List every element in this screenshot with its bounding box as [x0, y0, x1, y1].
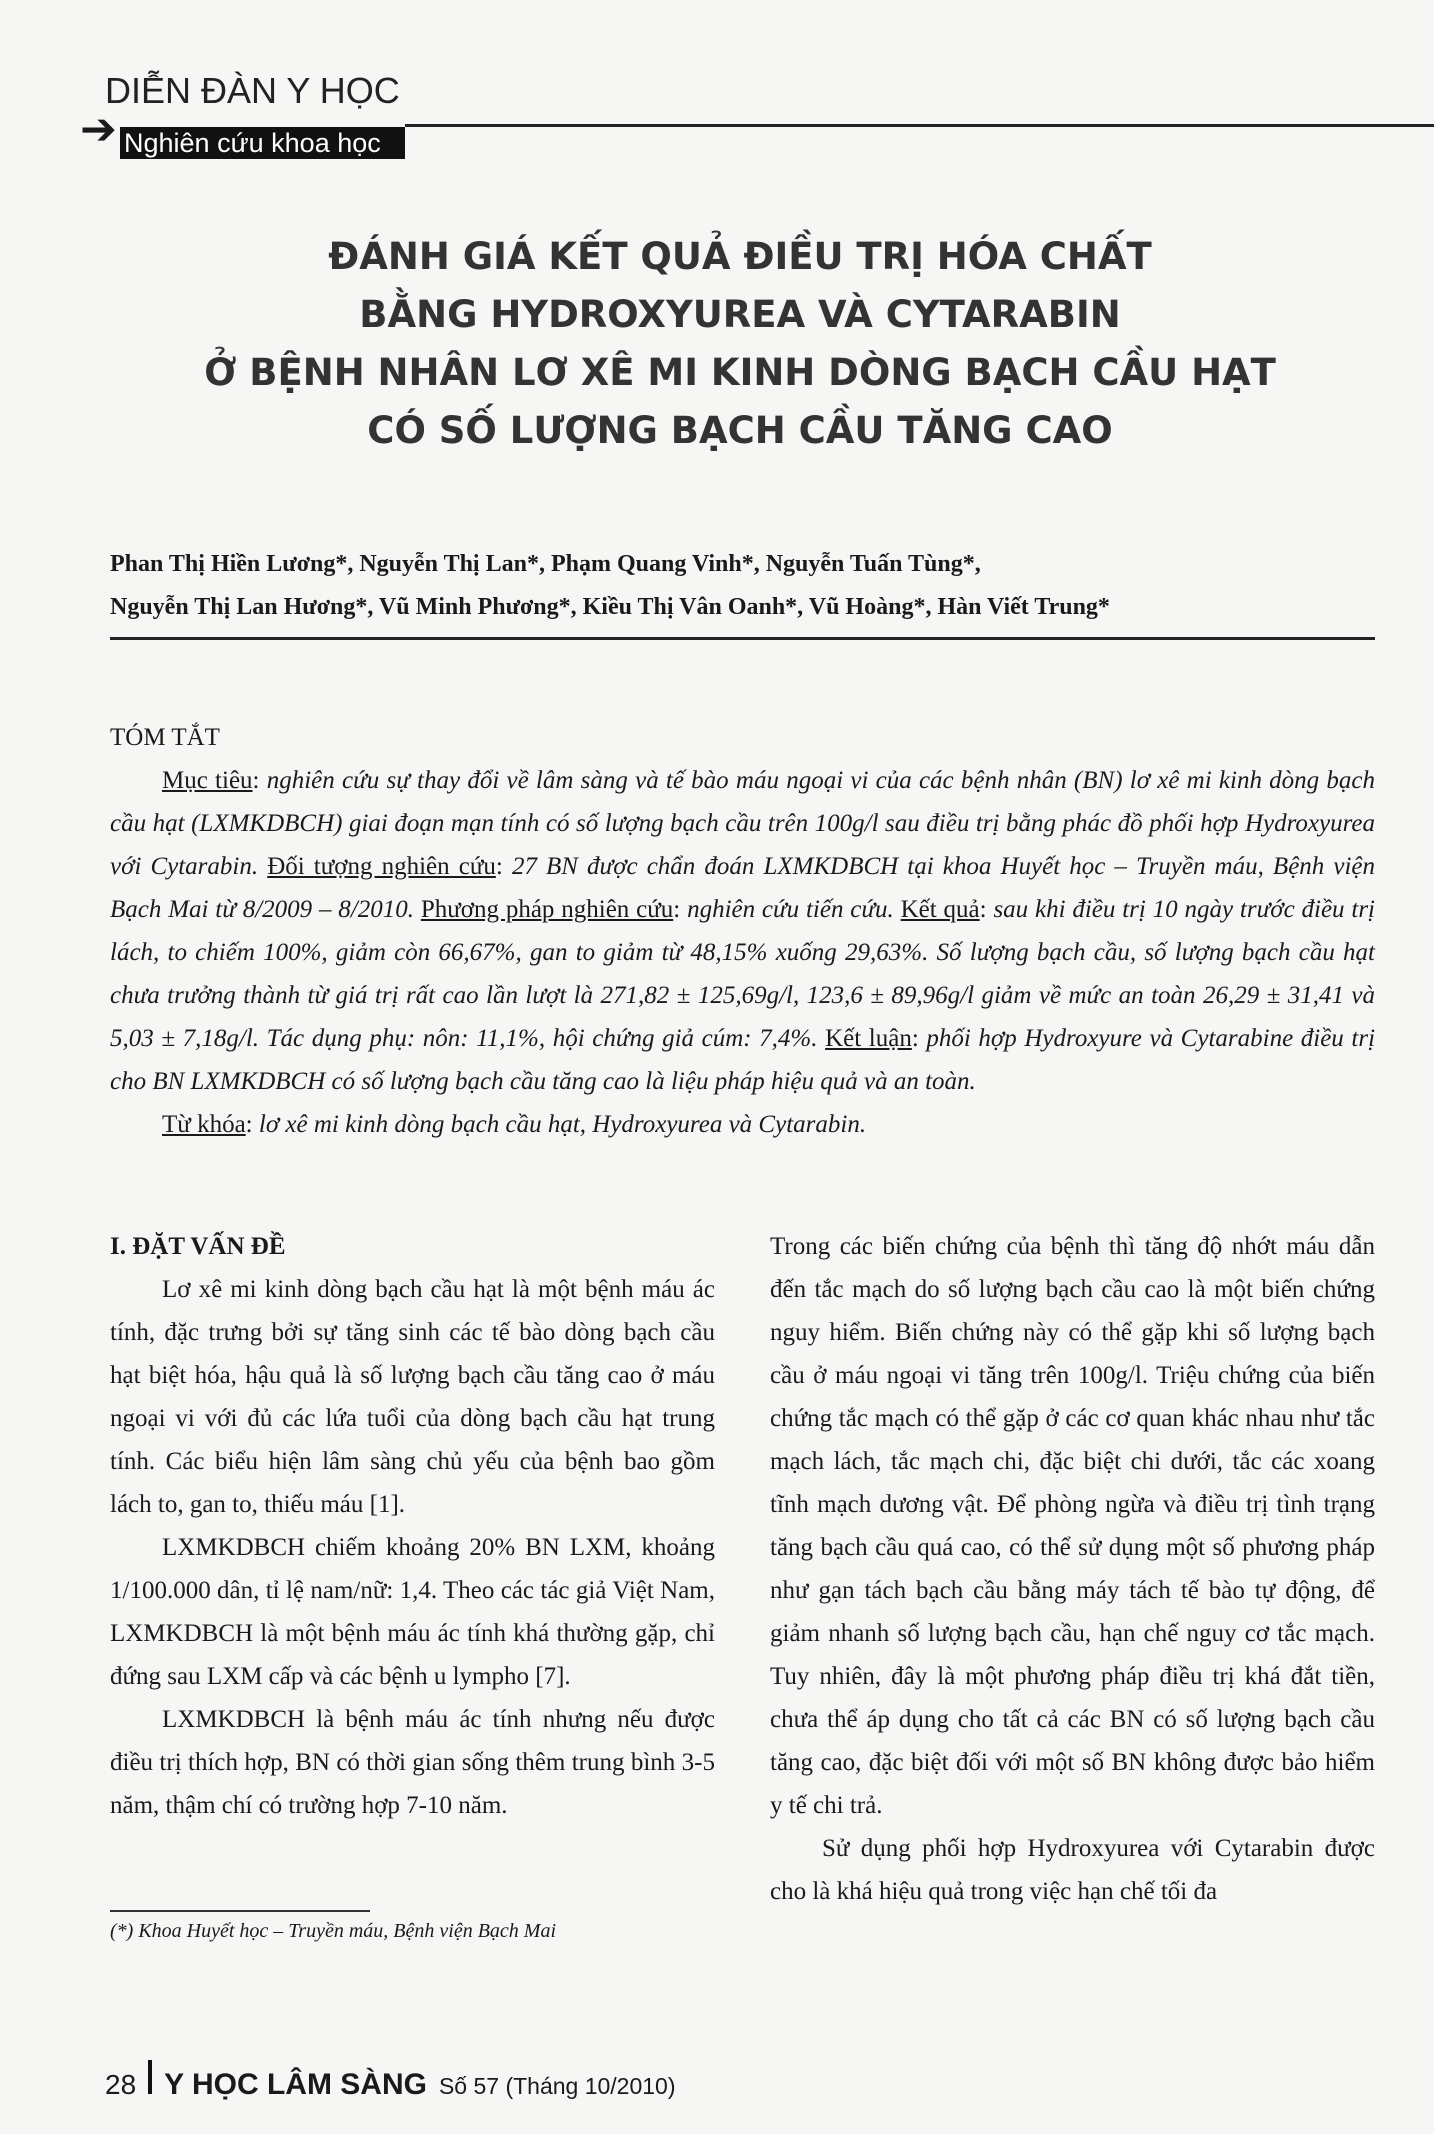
label-conclusion: Kết luận [825, 1025, 912, 1052]
text-objective: nghiên cứu sự thay đổi về lâm sàng và tế bào máu ngoại vi của các bệnh nhân (BN) lơ xê mi kinh dòng bạch cầu hạt (LXMKDBCH) giai đoạn mạn tính có số lượng bạch cầu trên 100g/l sau điều trị bằng phác đồ phối hợp Hydroxyurea với Cytarabin. [110, 767, 1375, 880]
abstract-heading: TÓM TẮT [110, 724, 220, 751]
paragraph: LXMKDBCH chiếm khoảng 20% BN LXM, khoảng 1/100.000 dân, tỉ lệ nam/nữ: 1,4. Theo các tác giả Việt Nam, LXMKDBCH là một bệnh máu ác tính khá thường gặp, chỉ đứng sau LXM cấp và các bệnh u lympho [7]. [110, 1534, 715, 1690]
page-footer [105, 2060, 676, 2102]
paragraph: Trong các biến chứng của bệnh thì tăng độ nhớt máu dẫn đến tắc mạch do số lượng bạch cầu cao là một biến chứng nguy hiểm. Biến chứng này có thể gặp khi số lượng bạch cầu ở máu ngoại vi tăng trên 100g/l. Triệu chứng của biến chứng tắc mạch có thể gặp ở các cơ quan khác nhau như tắc mạch lách, tắc mạch chi, đặc biệt chi dưới, tắc các xoang tĩnh mạch dương vật. Để phòng ngừa và điều trị tình trạng tăng bạch cầu quá cao, có thể sử dụng một số phương pháp như gạn tách bạch cầu bằng máy tách tế bào tự động, để giảm nhanh số lượng bạch cầu, hạn chế nguy cơ tắc mạch. Tuy nhiên, đây là một phương pháp điều trị khá đắt tiền, chưa thể áp dụng cho tất cả các BN có số lượng bạch cầu tăng cao, đặc biệt đối với một số BN không được bảo hiểm y tế chi trả. [770, 1233, 1375, 1819]
label-subjects: Đối tượng nghiên cứu [267, 853, 496, 880]
paragraph: Sử dụng phối hợp Hydroxyurea với Cytarabin được cho là khá hiệu quả trong việc hạn chế tối đa [770, 1835, 1375, 1905]
title-line: BẰNG HYDROXYUREA VÀ CYTARABIN [359, 293, 1121, 336]
abstract-body: Mục tiêu: nghiên cứu sự thay đổi về lâm sàng và tế bào máu ngoại vi của các bệnh nhân (BN) lơ xê mi kinh dòng bạch cầu hạt (LXMKDBCH) giai đoạn mạn tính có số lượng bạch cầu trên 100g/l sau điều trị bằng phác đồ phối hợp Hydroxyurea với Cytarabin. Đối tượng nghiên cứu: 27 BN được chẩn đoán LXMKDBCH tại khoa Huyết học – Truyền máu, Bệnh viện Bạch Mai từ 8/2009 – 8/2010. Phương pháp nghiên cứu: nghiên cứu tiến cứu. Kết quả: sau khi điều trị 10 ngày trước điều trị lách, to chiếm 100%, giảm còn 66,67%, gan to giảm từ 48,15% xuống 29,63%. Số lượng bạch cầu, số lượng bạch cầu hạt chưa trưởng thành từ giá trị rất cao lần lượt là 271,82 ± 125,69g/l, 123,6 ± 89,96g/l giảm về mức an toàn 26,29 ± 31,41 và 5,03 ± 7,18g/l. Tác dụng phụ: nôn: 11,1%, hội chứng giả cúm: 7,4%. Kết luận: phối hợp Hydroxyure và Cytarabine điều trị cho BN LXMKDBCH có số lượng bạch cầu tăng cao là liệu pháp hiệu quả và an toàn. [110, 767, 1376, 1095]
paragraph: LXMKDBCH là bệnh máu ác tính nhưng nếu được điều trị thích hợp, BN có thời gian sống thêm trung bình 3-5 năm, thậm chí có trường hợp 7-10 năm. [110, 1706, 715, 1819]
page-number: 28 [105, 2069, 137, 2100]
footnote: (*) Khoa Huyết học – Truyền máu, Bệnh viện Bạch Mai [110, 1920, 557, 1942]
section-header: DIỄN ĐÀN Y HỌC [105, 70, 400, 111]
keywords: Từ khóa: lơ xê mi kinh dòng bạch cầu hạt, Hydroxyurea và Cytarabin. [162, 1111, 867, 1138]
title-line: CÓ SỐ LƯỢNG BẠCH CẦU TĂNG CAO [367, 409, 1113, 452]
text-subjects: 27 BN được chẩn đoán LXMKDBCH tại khoa Huyết học – Truyền máu, Bệnh viện Bạch Mai từ 8/2009 – 8/2010. [110, 853, 1376, 923]
title-line: Ở BỆNH NHÂN LƠ XÊ MI KINH DÒNG BẠCH CẦU HẠT [204, 351, 1276, 394]
title-line: ĐÁNH GIÁ KẾT QUẢ ĐIỀU TRỊ HÓA CHẤT [328, 235, 1152, 278]
keywords-label: Từ khóa [162, 1111, 246, 1138]
article-title [150, 228, 1330, 460]
footer-bar [148, 2060, 152, 2094]
column-left [110, 1225, 715, 1827]
category-label: Nghiên cứu khoa học [120, 127, 405, 159]
authors [110, 543, 1375, 629]
text-results: sau khi điều trị 10 ngày trước điều trị lách, to chiếm 100%, giảm còn 66,67%, gan to giảm từ 48,15% xuống 29,63%. Số lượng bạch cầu, số lượng bạch cầu hạt chưa trưởng thành từ giá trị rất cao lần lượt là 271,82 ± 125,69g/l, 123,6 ± 89,96g/l giảm về mức an toàn 26,29 ± 31,41 và 5,03 ± 7,18g/l. Tác dụng phụ: nôn: 11,1%, hội chứng giả cúm: 7,4%. [110, 896, 1375, 1052]
authors-line: Phan Thị Hiền Lương*, Nguyễn Thị Lan*, Phạm Quang Vinh*, Nguyễn Tuấn Tùng*, [110, 551, 981, 577]
abstract [110, 716, 1375, 1146]
divider [110, 637, 1375, 640]
footnote-rule [110, 1910, 370, 1912]
label-results: Kết quả [900, 896, 980, 923]
journal-name: Y HỌC LÂM SÀNG [164, 2068, 427, 2101]
paragraph: Lơ xê mi kinh dòng bạch cầu hạt là một bệnh máu ác tính, đặc trưng bởi sự tăng sinh các tế bào dòng bạch cầu hạt biệt hóa, hậu quả là số lượng bạch cầu tăng cao ở máu ngoại vi với đủ các lứa tuổi của dòng bạch cầu hạt trung tính. Các biểu hiện lâm sàng chủ yếu của bệnh bao gồm lách to, gan to, thiếu máu [1]. [110, 1276, 715, 1518]
label-objective: Mục tiêu [162, 767, 253, 794]
issue-info: Số 57 (Tháng 10/2010) [438, 2073, 676, 2099]
header-rule [405, 124, 1434, 127]
keywords-text: lơ xê mi kinh dòng bạch cầu hạt, Hydroxyurea và Cytarabin. [258, 1111, 867, 1138]
section-heading: I. ĐẶT VẤN ĐỀ [110, 1233, 286, 1260]
label-method: Phương pháp nghiên cứu [420, 896, 674, 923]
authors-line: Nguyễn Thị Lan Hương*, Vũ Minh Phương*, Kiều Thị Vân Oanh*, Vũ Hoàng*, Hàn Viết Trung* [110, 594, 1110, 620]
text-method: nghiên cứu tiến cứu. [687, 896, 894, 923]
arrow-icon: ➔ [80, 104, 117, 155]
column-right [770, 1225, 1375, 1913]
text-conclusion: phối hợp Hydroxyure và Cytarabine điều trị cho BN LXMKDBCH có số lượng bạch cầu tăng cao là liệu pháp hiệu quả và an toàn. [110, 1025, 1376, 1095]
